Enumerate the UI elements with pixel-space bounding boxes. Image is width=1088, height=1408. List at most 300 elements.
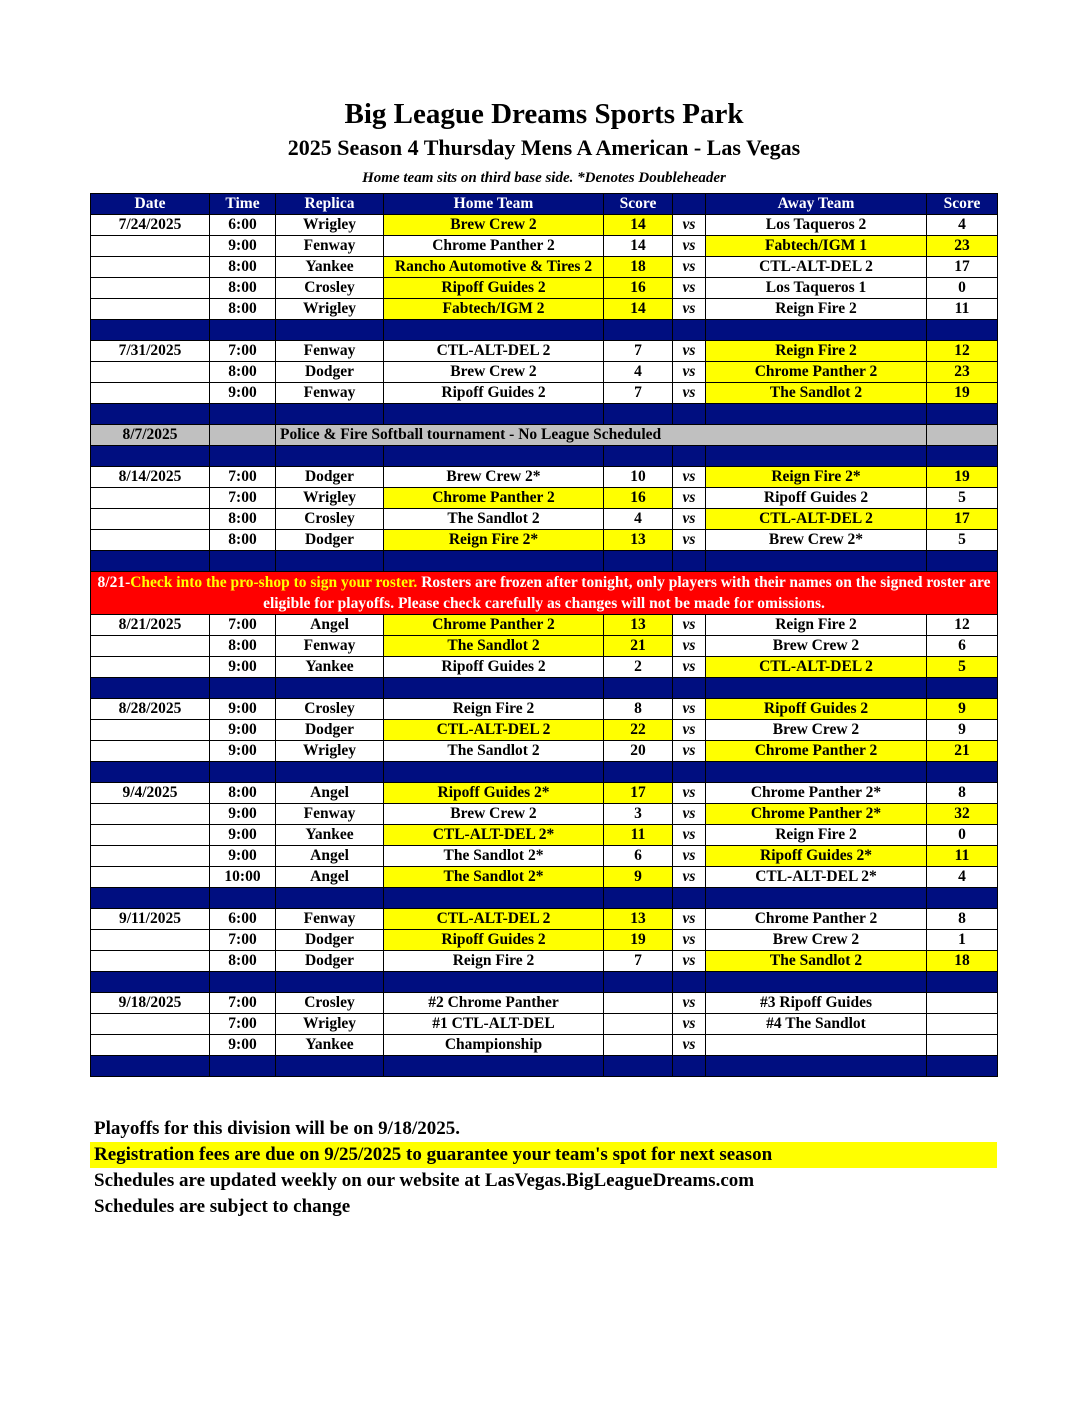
separator-cell (210, 404, 276, 425)
separator-cell (673, 404, 706, 425)
game-time: 7:00 (210, 488, 276, 509)
away-team: Los Taqueros 1 (706, 278, 927, 299)
page-subtitle: 2025 Season 4 Thursday Mens A American - Las Vegas (287, 135, 801, 160)
vs-label: vs (673, 467, 706, 488)
game-date (91, 299, 210, 320)
game-time: 8:00 (210, 783, 276, 804)
game-date: 9/11/2025 (91, 909, 210, 930)
game-time: 9:00 (210, 383, 276, 404)
separator-cell (276, 678, 384, 699)
away-score: 12 (927, 341, 998, 362)
separator-cell (276, 888, 384, 909)
separator-cell (210, 1056, 276, 1077)
home-score: 7 (604, 383, 673, 404)
away-team: CTL-ALT-DEL 2 (706, 509, 927, 530)
game-row (91, 720, 998, 741)
separator-cell (384, 678, 604, 699)
separator-cell (706, 320, 927, 341)
separator-cell (384, 1056, 604, 1077)
separator-cell (384, 972, 604, 993)
vs-label: vs (673, 341, 706, 362)
separator-cell (927, 888, 998, 909)
separator-cell (91, 888, 210, 909)
separator-cell (604, 404, 673, 425)
game-row (91, 341, 998, 362)
home-team: #2 Chrome Panther (384, 993, 604, 1014)
home-team: CTL-ALT-DEL 2 (384, 341, 604, 362)
separator-cell (673, 972, 706, 993)
game-date (91, 236, 210, 257)
col-home-team-header: Home Team (384, 194, 604, 215)
separator-cell (91, 678, 210, 699)
game-time: 9:00 (210, 846, 276, 867)
away-team: CTL-ALT-DEL 2* (706, 867, 927, 888)
away-team: Reign Fire 2 (706, 299, 927, 320)
separator-cell (210, 972, 276, 993)
game-date (91, 720, 210, 741)
away-score: 11 (927, 846, 998, 867)
home-team: The Sandlot 2 (384, 509, 604, 530)
away-score: 8 (927, 783, 998, 804)
separator-cell (91, 404, 210, 425)
separator-cell (673, 678, 706, 699)
separator-cell (210, 762, 276, 783)
game-date: 8/14/2025 (91, 467, 210, 488)
away-team: Chrome Panther 2 (706, 362, 927, 383)
home-team: Fabtech/IGM 2 (384, 299, 604, 320)
separator-cell (384, 762, 604, 783)
home-team: Ripoff Guides 2 (384, 278, 604, 299)
home-team: CTL-ALT-DEL 2 (384, 909, 604, 930)
vs-label: vs (673, 299, 706, 320)
game-row (91, 657, 998, 678)
game-date (91, 362, 210, 383)
away-score: 19 (927, 383, 998, 404)
vs-label: vs (673, 909, 706, 930)
week-separator (91, 888, 998, 909)
away-team (706, 1035, 927, 1056)
separator-cell (673, 446, 706, 467)
separator-cell (604, 446, 673, 467)
game-date (91, 257, 210, 278)
game-date: 7/31/2025 (91, 341, 210, 362)
home-score: 14 (604, 215, 673, 236)
vs-label: vs (673, 530, 706, 551)
game-date: 7/24/2025 (91, 215, 210, 236)
col-date-header: Date (91, 194, 210, 215)
game-field: Yankee (276, 657, 384, 678)
website-note: Schedules are updated weekly on our website at LasVegas.BigLeagueDreams.com (94, 1170, 755, 1191)
col-time-header: Time (210, 194, 276, 215)
away-team: CTL-ALT-DEL 2 (706, 657, 927, 678)
col-away-team-header: Away Team (706, 194, 927, 215)
game-date: 8/28/2025 (91, 699, 210, 720)
game-date (91, 741, 210, 762)
vs-label: vs (673, 993, 706, 1014)
game-field: Angel (276, 615, 384, 636)
game-time: 8:00 (210, 951, 276, 972)
away-team: Chrome Panther 2* (706, 804, 927, 825)
separator-cell (276, 404, 384, 425)
game-field: Crosley (276, 699, 384, 720)
no-league-message: Police & Fire Softball tournament - No League Scheduled (276, 425, 927, 446)
game-row (91, 867, 998, 888)
game-date (91, 951, 210, 972)
away-team: Brew Crew 2 (706, 930, 927, 951)
separator-cell (706, 972, 927, 993)
away-team: Ripoff Guides 2 (706, 699, 927, 720)
vs-label: vs (673, 636, 706, 657)
roster-notice (91, 572, 998, 615)
registration-note: Registration fees are due on 9/25/2025 to guarantee your team's spot for next season (90, 1142, 997, 1168)
away-team: Ripoff Guides 2* (706, 846, 927, 867)
game-field: Crosley (276, 993, 384, 1014)
home-score: 10 (604, 467, 673, 488)
away-score: 17 (927, 509, 998, 530)
home-score: 18 (604, 257, 673, 278)
separator-cell (91, 1056, 210, 1077)
home-score: 16 (604, 278, 673, 299)
separator-cell (706, 446, 927, 467)
separator-cell (276, 1056, 384, 1077)
away-score: 5 (927, 530, 998, 551)
away-score: 6 (927, 636, 998, 657)
table-header-row (91, 194, 998, 215)
game-time: 8:00 (210, 362, 276, 383)
game-row (91, 993, 998, 1014)
game-field: Fenway (276, 909, 384, 930)
separator-cell (384, 446, 604, 467)
away-score: 12 (927, 615, 998, 636)
week-separator (91, 1056, 998, 1077)
game-date (91, 383, 210, 404)
game-time: 9:00 (210, 720, 276, 741)
separator-cell (706, 404, 927, 425)
game-row (91, 278, 998, 299)
away-score: 23 (927, 362, 998, 383)
away-team: Chrome Panther 2 (706, 909, 927, 930)
game-row (91, 362, 998, 383)
home-team: The Sandlot 2* (384, 846, 604, 867)
home-score: 8 (604, 699, 673, 720)
vs-label: vs (673, 1035, 706, 1056)
home-team: Brew Crew 2 (384, 362, 604, 383)
week-separator (91, 972, 998, 993)
separator-cell (210, 320, 276, 341)
away-score (927, 425, 998, 446)
away-score: 11 (927, 299, 998, 320)
away-team: Chrome Panther 2* (706, 783, 927, 804)
home-team: The Sandlot 2 (384, 636, 604, 657)
separator-cell (210, 446, 276, 467)
game-row (91, 1014, 998, 1035)
vs-label: vs (673, 867, 706, 888)
col-away-score-header: Score (927, 194, 998, 215)
separator-cell (91, 762, 210, 783)
game-row (91, 299, 998, 320)
game-date (91, 657, 210, 678)
separator-cell (604, 762, 673, 783)
separator-cell (91, 320, 210, 341)
home-team: Reign Fire 2 (384, 699, 604, 720)
separator-cell (604, 320, 673, 341)
game-date (91, 804, 210, 825)
separator-cell (927, 446, 998, 467)
game-row (91, 215, 998, 236)
home-team: Brew Crew 2* (384, 467, 604, 488)
away-team: Chrome Panther 2 (706, 741, 927, 762)
game-date: 9/4/2025 (91, 783, 210, 804)
home-score: 4 (604, 362, 673, 383)
game-row (91, 615, 998, 636)
game-row (91, 951, 998, 972)
home-score: 4 (604, 509, 673, 530)
game-row (91, 825, 998, 846)
game-field: Yankee (276, 257, 384, 278)
separator-cell (384, 888, 604, 909)
game-field: Wrigley (276, 741, 384, 762)
away-team: Reign Fire 2 (706, 615, 927, 636)
vs-label: vs (673, 488, 706, 509)
away-score: 21 (927, 741, 998, 762)
game-time: 8:00 (210, 636, 276, 657)
game-time: 7:00 (210, 467, 276, 488)
away-score: 5 (927, 488, 998, 509)
game-date (91, 825, 210, 846)
home-team: Ripoff Guides 2 (384, 930, 604, 951)
separator-cell (927, 320, 998, 341)
game-row (91, 699, 998, 720)
home-team: CTL-ALT-DEL 2* (384, 825, 604, 846)
game-field: Angel (276, 783, 384, 804)
home-team: Ripoff Guides 2* (384, 783, 604, 804)
separator-cell (706, 551, 927, 572)
separator-cell (673, 551, 706, 572)
home-team: Chrome Panther 2 (384, 488, 604, 509)
home-team: Reign Fire 2* (384, 530, 604, 551)
separator-cell (604, 888, 673, 909)
away-score: 18 (927, 951, 998, 972)
away-score: 1 (927, 930, 998, 951)
game-row (91, 636, 998, 657)
game-time: 6:00 (210, 215, 276, 236)
game-row (91, 1035, 998, 1056)
game-date (91, 1035, 210, 1056)
game-time: 7:00 (210, 930, 276, 951)
home-score (604, 1014, 673, 1035)
away-score (927, 1035, 998, 1056)
game-field: Fenway (276, 341, 384, 362)
home-score: 7 (604, 951, 673, 972)
game-date (91, 488, 210, 509)
home-score: 17 (604, 783, 673, 804)
playoffs-note: Playoffs for this division will be on 9/18/2025. (94, 1118, 460, 1139)
vs-label: vs (673, 236, 706, 257)
separator-cell (384, 551, 604, 572)
separator-cell (604, 1056, 673, 1077)
away-team: CTL-ALT-DEL 2 (706, 257, 927, 278)
separator-cell (706, 888, 927, 909)
game-row (91, 467, 998, 488)
home-team: Reign Fire 2 (384, 951, 604, 972)
game-time: 10:00 (210, 867, 276, 888)
game-date: 8/21/2025 (91, 615, 210, 636)
game-row (91, 930, 998, 951)
home-team: The Sandlot 2 (384, 741, 604, 762)
separator-cell (276, 446, 384, 467)
separator-cell (706, 678, 927, 699)
home-score: 16 (604, 488, 673, 509)
separator-cell (927, 972, 998, 993)
home-score: 11 (604, 825, 673, 846)
game-time: 6:00 (210, 909, 276, 930)
separator-cell (673, 762, 706, 783)
separator-cell (927, 404, 998, 425)
vs-label: vs (673, 257, 706, 278)
notice-highlight: Check into the pro-shop to sign your roster. (130, 574, 418, 591)
home-team: Ripoff Guides 2 (384, 657, 604, 678)
game-date (91, 278, 210, 299)
game-field: Wrigley (276, 488, 384, 509)
away-team: Fabtech/IGM 1 (706, 236, 927, 257)
game-row (91, 909, 998, 930)
away-team: Ripoff Guides 2 (706, 488, 927, 509)
game-field: Dodger (276, 362, 384, 383)
vs-label: vs (673, 362, 706, 383)
home-score: 22 (604, 720, 673, 741)
vs-label: vs (673, 804, 706, 825)
separator-cell (706, 762, 927, 783)
schedule-table (90, 193, 998, 1077)
game-field: Dodger (276, 530, 384, 551)
roster-notice-row (91, 572, 998, 615)
away-team: Brew Crew 2* (706, 530, 927, 551)
away-score: 0 (927, 278, 998, 299)
game-field: Crosley (276, 509, 384, 530)
no-league-row (91, 425, 998, 446)
home-score: 19 (604, 930, 673, 951)
vs-label: vs (673, 615, 706, 636)
notice-prefix: 8/21- (97, 574, 131, 591)
away-score (927, 1014, 998, 1035)
col-replica-header: Replica (276, 194, 384, 215)
away-score: 9 (927, 720, 998, 741)
away-team: #4 The Sandlot (706, 1014, 927, 1035)
vs-label: vs (673, 383, 706, 404)
away-team: Reign Fire 2 (706, 825, 927, 846)
week-separator (91, 404, 998, 425)
game-row (91, 257, 998, 278)
game-time: 9:00 (210, 804, 276, 825)
home-score: 13 (604, 909, 673, 930)
game-field: Angel (276, 867, 384, 888)
game-field: Wrigley (276, 1014, 384, 1035)
schedule-body (91, 215, 998, 1077)
notice-text: Rosters are frozen after tonight, only players with their names on the signed roster are eligible for playoffs. Please check carefully as changes will not be made for omissions. (263, 574, 991, 612)
separator-cell (210, 551, 276, 572)
week-separator (91, 446, 998, 467)
separator-cell (673, 1056, 706, 1077)
game-time: 8:00 (210, 509, 276, 530)
game-field: Fenway (276, 383, 384, 404)
game-field: Yankee (276, 825, 384, 846)
home-score: 20 (604, 741, 673, 762)
home-score: 6 (604, 846, 673, 867)
page-title: Big League Dreams Sports Park (344, 98, 744, 130)
game-time: 8:00 (210, 278, 276, 299)
game-date (91, 530, 210, 551)
game-row (91, 530, 998, 551)
game-field: Crosley (276, 278, 384, 299)
game-time: 9:00 (210, 236, 276, 257)
separator-cell (927, 1056, 998, 1077)
game-time: 8:00 (210, 530, 276, 551)
game-time: 9:00 (210, 1035, 276, 1056)
game-row (91, 383, 998, 404)
away-team: The Sandlot 2 (706, 951, 927, 972)
game-field: Dodger (276, 467, 384, 488)
game-time: 7:00 (210, 993, 276, 1014)
home-score: 2 (604, 657, 673, 678)
home-score: 3 (604, 804, 673, 825)
game-row (91, 488, 998, 509)
home-score (604, 993, 673, 1014)
col-vs-header (673, 194, 706, 215)
vs-label: vs (673, 1014, 706, 1035)
separator-cell (673, 888, 706, 909)
separator-cell (927, 678, 998, 699)
home-score: 13 (604, 615, 673, 636)
vs-label: vs (673, 657, 706, 678)
separator-cell (91, 972, 210, 993)
separator-cell (276, 551, 384, 572)
away-team: Brew Crew 2 (706, 720, 927, 741)
separator-cell (927, 762, 998, 783)
vs-label: vs (673, 278, 706, 299)
game-date (91, 930, 210, 951)
home-team: Rancho Automotive & Tires 2 (384, 257, 604, 278)
change-note: Schedules are subject to change (94, 1196, 351, 1217)
away-team: Reign Fire 2 (706, 341, 927, 362)
separator-cell (276, 320, 384, 341)
game-time: 8:00 (210, 257, 276, 278)
away-team: #3 Ripoff Guides (706, 993, 927, 1014)
home-team: Chrome Panther 2 (384, 236, 604, 257)
game-date: 8/7/2025 (91, 425, 210, 446)
game-row (91, 783, 998, 804)
vs-label: vs (673, 930, 706, 951)
game-date (91, 636, 210, 657)
col-home-score-header: Score (604, 194, 673, 215)
away-score: 4 (927, 215, 998, 236)
vs-label: vs (673, 699, 706, 720)
game-field: Fenway (276, 236, 384, 257)
separator-cell (210, 678, 276, 699)
game-row (91, 509, 998, 530)
separator-cell (384, 404, 604, 425)
game-row (91, 741, 998, 762)
game-field: Fenway (276, 804, 384, 825)
game-row (91, 236, 998, 257)
home-team: Chrome Panther 2 (384, 615, 604, 636)
separator-cell (210, 888, 276, 909)
game-time: 9:00 (210, 741, 276, 762)
home-team: Ripoff Guides 2 (384, 383, 604, 404)
game-row (91, 804, 998, 825)
home-score: 13 (604, 530, 673, 551)
home-score: 7 (604, 341, 673, 362)
game-time (210, 425, 276, 446)
